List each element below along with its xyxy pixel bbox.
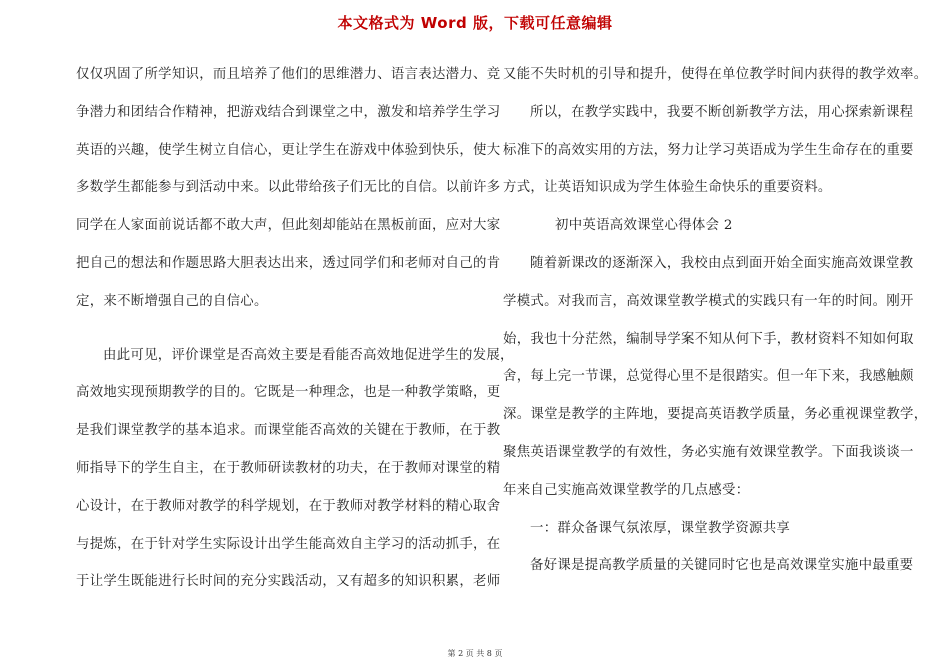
text-line: 于让学生既能进行长时间的充分实践活动，又有超多的知识积累，老师: [76, 574, 501, 590]
text-line: 师指导下的学生自主，在于教师研读教材的功夫，在于教师对课堂的精: [76, 460, 501, 476]
text-line: 仅仅巩固了所学知识，而且培养了他们的思维潜力、语言表达潜力、竞: [76, 67, 501, 82]
text-line: 定，来不断增强自己的自信心。: [76, 293, 268, 309]
text-line: 始，我也十分茫然，编制导学案不知从何下手，教材资料不知如何取: [503, 331, 914, 347]
text-line: 心设计，在于教师对教学的科学规划，在于教师对教学材料的精心取舍: [76, 498, 501, 514]
text-line: 高效地实现预期教学的目的。它既是一种理念，也是一种教学策略，更: [76, 385, 501, 401]
page-number: 第 2 页 共 8 页: [447, 649, 503, 658]
text-line: 标准下的高效实用的方法，努力让学习英语成为学生生命存在的重要: [503, 142, 914, 158]
text-line: 聚焦英语课堂教学的有效性，务必实施有效课堂教学。下面我谈谈一: [503, 444, 914, 460]
text-line: 英语的兴趣，使学生树立自信心，更让学生在游戏中体验到快乐，使大: [76, 142, 501, 158]
left-column: [76, 62, 514, 607]
text-line: 同学在人家面前说话都不敢大声，但此刻却能站在黑板前面，应对大家: [76, 218, 501, 234]
text-line: 是我们课堂教学的基本追求。而课堂能否高效的关键在于教师，在于教: [76, 423, 501, 439]
right-column: [503, 62, 928, 591]
text-line: 多数学生都能参与到活动中来。以此带给孩子们无比的自信。以前许多: [76, 180, 501, 196]
document-banner: 本文格式为 Word 版，下载可任意编辑: [337, 14, 613, 32]
text-line: 备好课是提高教学质量的关键同时它也是高效课堂实施中最重要: [530, 558, 914, 574]
subsection-heading: 一：群众备课气氛浓厚，课堂教学资源共享: [530, 520, 791, 536]
section-heading: 初中英语高效课堂心得体会 2: [555, 218, 733, 234]
text-line: 年来自己实施高效课堂教学的几点感受：: [503, 482, 750, 498]
text-line: 随着新课改的逐渐深入，我校由点到面开始全面实施高效课堂教: [530, 255, 914, 271]
text-line: 争潜力和团结合作精神，把游戏结合到课堂之中，激发和培养学生学习: [76, 104, 501, 120]
text-line: 又能不失时机的引导和提升，使得在单位教学时间内获得的教学效率。: [503, 67, 928, 82]
text-line: 方式，让英语知识成为学生体验生命快乐的重要资料。: [503, 180, 832, 196]
text-line: 与提炼，在于针对学生实际设计出学生能高效自主学习的活动抓手，在: [76, 536, 501, 552]
text-line: 由此可见，评价课堂是否高效主要是看能否高效地促进学生的发展，: [103, 347, 514, 363]
text-line: 深。课堂是教学的主阵地，要提高英语教学质量，务必重视课堂教学，: [503, 407, 928, 423]
text-line: 学模式。对我而言，高效课堂教学模式的实践只有一年的时间。刚开: [503, 293, 914, 309]
text-line: 所以，在教学实践中，我要不断创新教学方法，用心探索新课程: [530, 104, 914, 120]
text-line: 舍，每上完一节课，总觉得心里不是很踏实。但一年下来，我感触颇: [503, 369, 914, 385]
text-line: 把自己的想法和作题思路大胆表达出来，透过同学们和老师对自己的肯: [76, 255, 501, 271]
